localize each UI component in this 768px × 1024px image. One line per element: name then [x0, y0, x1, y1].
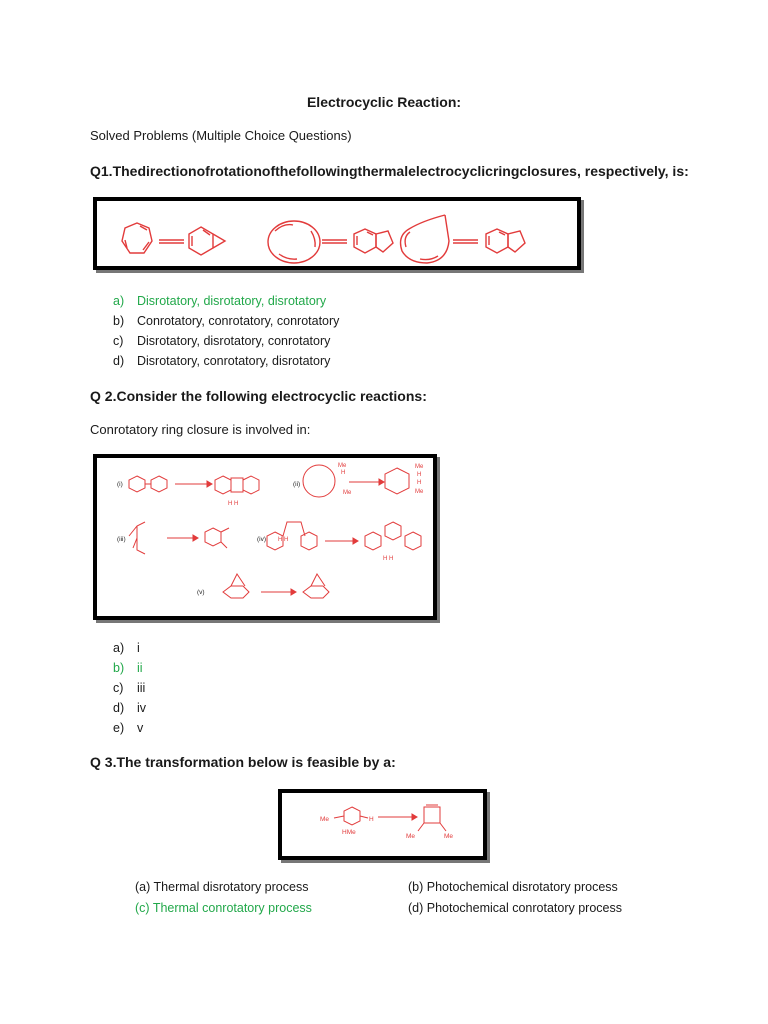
- q2-option-c[interactable]: [113, 678, 146, 698]
- h-label: H: [417, 472, 422, 478]
- q1-option-b[interactable]: [113, 311, 339, 331]
- option-letter: e): [113, 721, 125, 735]
- q1-question: Q1.Thedirectionofrotationofthefollowingthermalelectrocyclicringclosures, respectively, is:: [90, 163, 689, 179]
- option-text: Conrotatory, conrotatory, conrotatory: [137, 314, 340, 328]
- option-letter: c): [113, 334, 124, 348]
- option-text: iv: [137, 701, 147, 715]
- h-label: H: [417, 480, 422, 486]
- q2-reaction-scheme: [97, 458, 433, 616]
- q2-option-b[interactable]: [113, 658, 146, 678]
- structure-iii-reactant: [129, 522, 145, 554]
- cyclononatetraene-structure: [268, 221, 320, 263]
- page-title: Electrocyclic Reaction:: [306, 94, 462, 110]
- q1-option-c[interactable]: [113, 331, 339, 351]
- q1-reaction-scheme: [97, 201, 577, 266]
- option-letter: d): [113, 701, 125, 715]
- option-text: ii: [137, 661, 143, 675]
- me-label: Me: [415, 489, 424, 495]
- q3-figure: [278, 789, 487, 860]
- option-letter: b): [113, 661, 125, 675]
- q3-product-structure: [424, 807, 440, 823]
- option-text: i: [137, 641, 140, 655]
- q3-reaction-scheme: [282, 793, 483, 856]
- q1-options: [113, 291, 339, 371]
- me-label: Me: [415, 464, 424, 470]
- q1-figure: [93, 197, 581, 270]
- q2-option-e[interactable]: [113, 718, 146, 738]
- option-letter: a): [113, 641, 125, 655]
- option-letter: a): [113, 294, 125, 308]
- option-text: v: [137, 721, 144, 735]
- option-text: Disrotatory, disrotatory, conrotatory: [137, 334, 331, 348]
- q2-prompt: Conrotatory ring closure is involved in:: [90, 422, 311, 437]
- me-label: Me: [444, 833, 454, 840]
- me-label: Me: [320, 816, 330, 823]
- option-text: Disrotatory, disrotatory, disrotatory: [137, 294, 327, 308]
- q3-option-b[interactable]: (b) Photochemical disrotatory process: [408, 880, 618, 894]
- h-label: H: [341, 470, 346, 476]
- option-text: Disrotatory, conrotatory, disrotatory: [137, 354, 331, 368]
- q2-options: [113, 638, 146, 738]
- h-label: H: [369, 816, 374, 823]
- option-text: iii: [137, 681, 146, 695]
- q2-option-a[interactable]: [113, 638, 146, 658]
- q3-question: Q 3.The transformation below is feasible by a:: [90, 754, 396, 770]
- structure-ii-reactant: [303, 465, 335, 497]
- structure-iii-product: [205, 528, 221, 546]
- label-ii: (ii): [293, 481, 301, 488]
- page-subtitle: Solved Problems (Multiple Choice Questions): [90, 128, 352, 143]
- structure-v-reactant: [223, 586, 249, 598]
- structure-iv-product: [365, 532, 381, 550]
- q2-figure: [93, 454, 437, 620]
- q1-option-a[interactable]: [113, 291, 339, 311]
- q3-option-c[interactable]: (c) Thermal conrotatory process: [135, 901, 312, 915]
- macrocycle-structure: [401, 215, 449, 263]
- q2-option-d[interactable]: [113, 698, 146, 718]
- me-label: Me: [343, 490, 352, 496]
- me-label: Me: [338, 463, 347, 469]
- label-i: (i): [117, 481, 123, 488]
- structure-i-product: [215, 476, 231, 494]
- cycloheptatriene-structure: [122, 223, 152, 253]
- option-letter: c): [113, 681, 124, 695]
- label-v: (v): [197, 589, 205, 596]
- q2-question: Q 2.Consider the following electrocyclic reactions:: [90, 388, 427, 404]
- hh-label: H H: [383, 556, 394, 562]
- hh-label: H H: [278, 537, 289, 543]
- option-letter: d): [113, 354, 125, 368]
- q3-option-a[interactable]: (a) Thermal disrotatory process: [135, 880, 309, 894]
- q3-reactant-structure: [344, 807, 360, 825]
- structure-ii-product: [385, 468, 409, 494]
- hme-label: HMe: [342, 829, 356, 836]
- option-letter: b): [113, 314, 125, 328]
- label-iii: (iii): [117, 536, 126, 543]
- q3-option-d[interactable]: (d) Photochemical conrotatory process: [408, 901, 622, 915]
- structure-i-reactant: [129, 476, 145, 492]
- label-iv: (iv): [257, 536, 267, 543]
- hh-label: H H: [228, 501, 239, 507]
- me-label: Me: [406, 833, 416, 840]
- q1-option-d[interactable]: [113, 351, 339, 371]
- structure-v-product: [303, 586, 329, 598]
